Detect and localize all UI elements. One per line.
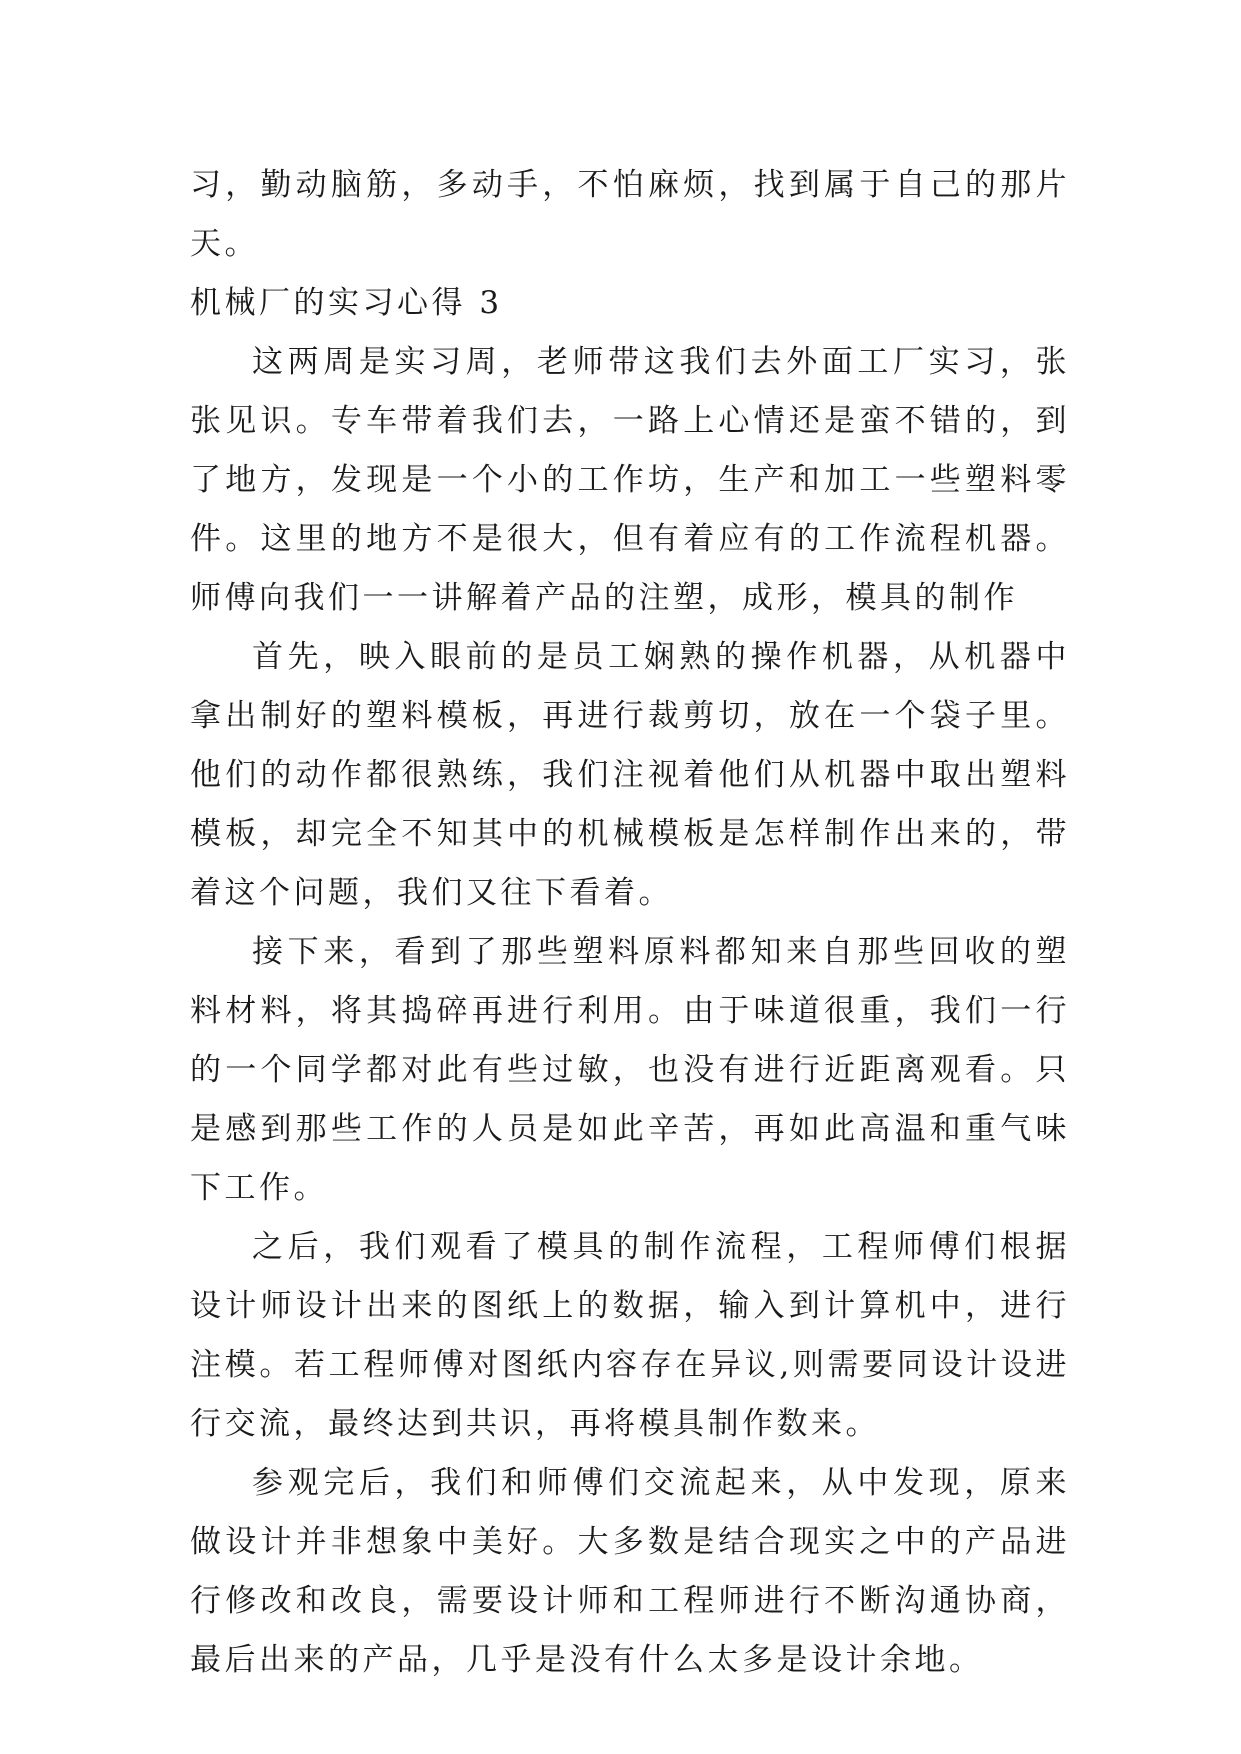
paragraph: 之后，我们观看了模具的制作流程，工程师傅们根据设计师设计出来的图纸上的数据，输入到计算机中，进行注模。若工程师傅对图纸内容存在异议,则需要同设计设进行交流，最终达到共识，再将模具制作数来。 xyxy=(190,1229,1070,1442)
paragraph: 参观完后，我们和师傅们交流起来，从中发现，原来做设计并非想象中美好。大多数是结合现实之中的产品进行修改和改良，需要设计师和工程师进行不断沟通协商，最后出来的产品，几乎是没有什么太多是设计余地。 xyxy=(190,1465,1070,1678)
paragraph: 首先，映入眼前的是员工娴熟的操作机器，从机器中拿出制好的塑料模板，再进行裁剪切，放在一个袋子里。他们的动作都很熟练，我们注视着他们从机器中取出塑料模板，却完全不知其中的机械模板是怎样制作出来的，带着这个问题，我们又往下看着。 xyxy=(190,639,1070,911)
section-title: 机械厂的实习心得 3 xyxy=(190,285,503,321)
paragraph-continuation: 习，勤动脑筋，多动手，不怕麻烦，找到属于自己的那片天。 xyxy=(190,167,1070,262)
paragraph: 接下来，看到了那些塑料原料都知来自那些回收的塑料材料，将其捣碎再进行利用。由于味道很重，我们一行的一个同学都对此有些过敏，也没有进行近距离观看。只是感到那些工作的人员是如此辛苦，再如此高温和重气味下工作。 xyxy=(190,934,1070,1206)
document-body xyxy=(190,156,1070,1690)
paragraph: 这两周是实习周，老师带这我们去外面工厂实习，张张见识。专车带着我们去，一路上心情还是蛮不错的，到了地方，发现是一个小的工作坊，生产和加工一些塑料零件。这里的地方不是很大，但有着应有的工作流程机器。师傅向我们一一讲解着产品的注塑，成形，模具的制作 xyxy=(190,344,1070,616)
